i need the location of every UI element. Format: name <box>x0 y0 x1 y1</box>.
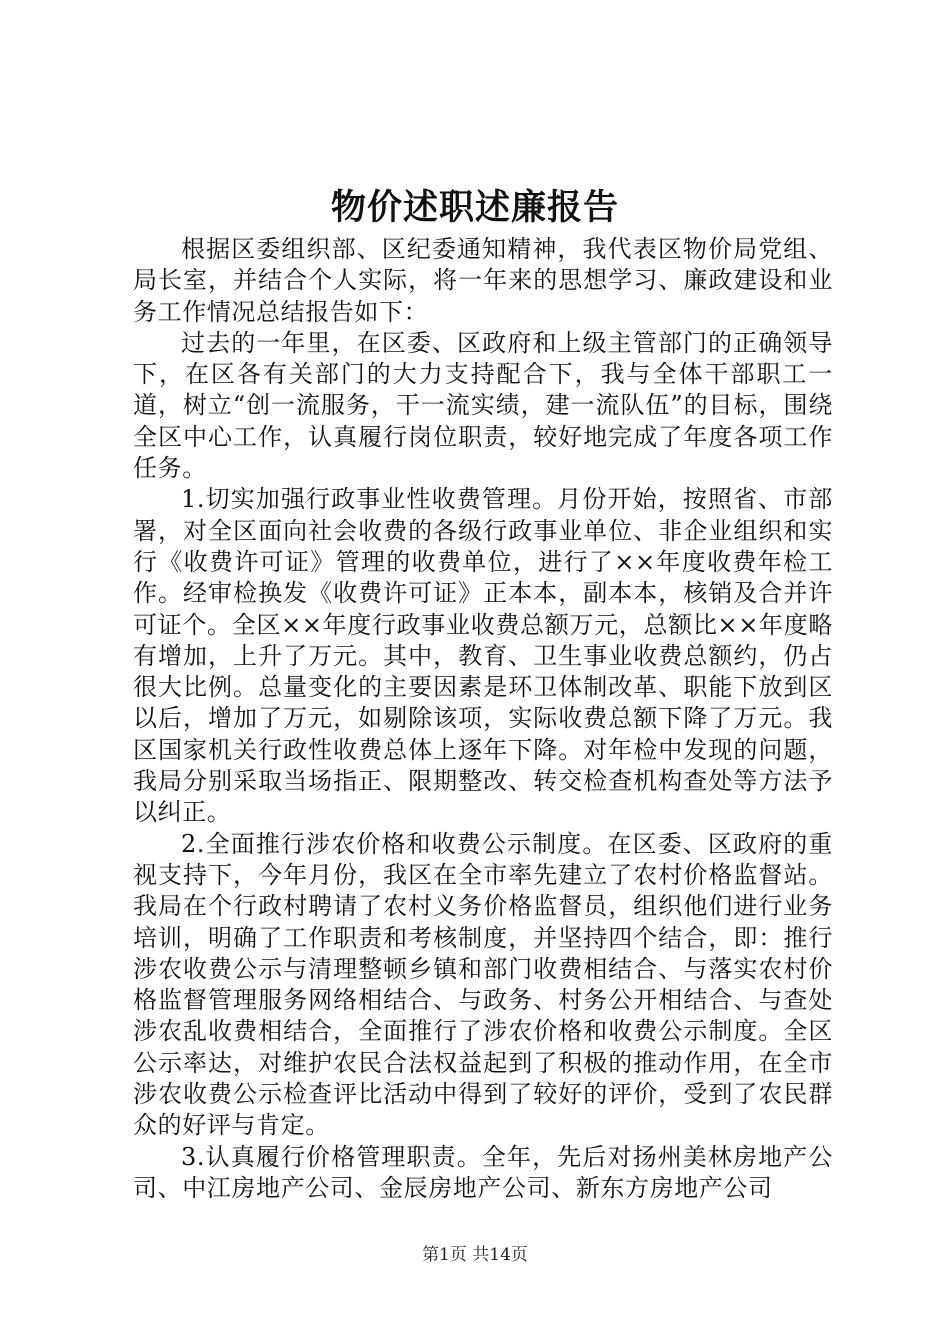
paragraph-summary: 过去的一年里，在区委、区政府和上级主管部门的正确领导下，在区各有关部门的大力支持配合下，我与全体干部职工一道，树立“创一流服务，干一流实绩，建一流队伍”的目标，围绕全区中心工作，认真履行岗位职责，较好地完成了年度各项工作任务。 <box>133 328 833 483</box>
paragraph-intro: 根据区委组织部、区纪委通知精神，我代表区物价局党组、局长室，并结合个人实际，将一年来的思想学习、廉政建设和业务工作情况总结报告如下： <box>133 235 833 326</box>
paragraph-item-3: 3.认真履行价格管理职责。全年，先后对扬州美林房地产公司、中江房地产公司、金辰房地产公司、新东方房地产公司 <box>133 1142 833 1202</box>
document-title: 物价述职述廉报告 <box>330 187 619 228</box>
document-body <box>133 234 833 1204</box>
paragraph-item-1: 1.切实加强行政事业性收费管理。月份开始，按照省、市部署，对全区面向社会收费的各级行政事业单位、非企业组织和实行《收费许可证》管理的收费单位，进行了××年度收费年检工作。经审检换发《收费许可证》正本本，副本本，核销及合并许可证个。全区××年度行政事业收费总额万元，总额比××年度略有增加，上升了万元。其中，教育、卫生事业收费总额约，仍占很大比例。总量变化的主要因素是环卫体制改革、职能下放到区以后，增加了万元，如剔除该项，实际收费总额下降了万元。我区国家机关行政性收费总体上逐年下降。对年检中发现的问题，我局分别采取当场指正、限期整改、转交检查机构查处等方法予以纠正。 <box>133 485 833 827</box>
paragraph-item-2: 2.全面推行涉农价格和收费公示制度。在区委、区政府的重视支持下，今年月份，我区在全市率先建立了农村价格监督站。我局在个行政村聘请了农村义务价格监督员，组织他们进行业务培训，明确了工作职责和考核制度，并坚持四个结合，即：推行涉农收费公示与清理整顿乡镇和部门收费相结合、与落实农村价格监督管理服务网络相结合、与政务、村务公开相结合、与查处涉农乱收费相结合，全面推行了涉农价格和收费公示制度。全区公示率达，对维护农民合法权益起到了积极的推动作用，在全市涉农收费公示检查评比活动中得到了较好的评价，受到了农民群众的好评与肯定。 <box>133 829 833 1140</box>
page-number-footer: 第1页 共14页 <box>422 1245 528 1265</box>
